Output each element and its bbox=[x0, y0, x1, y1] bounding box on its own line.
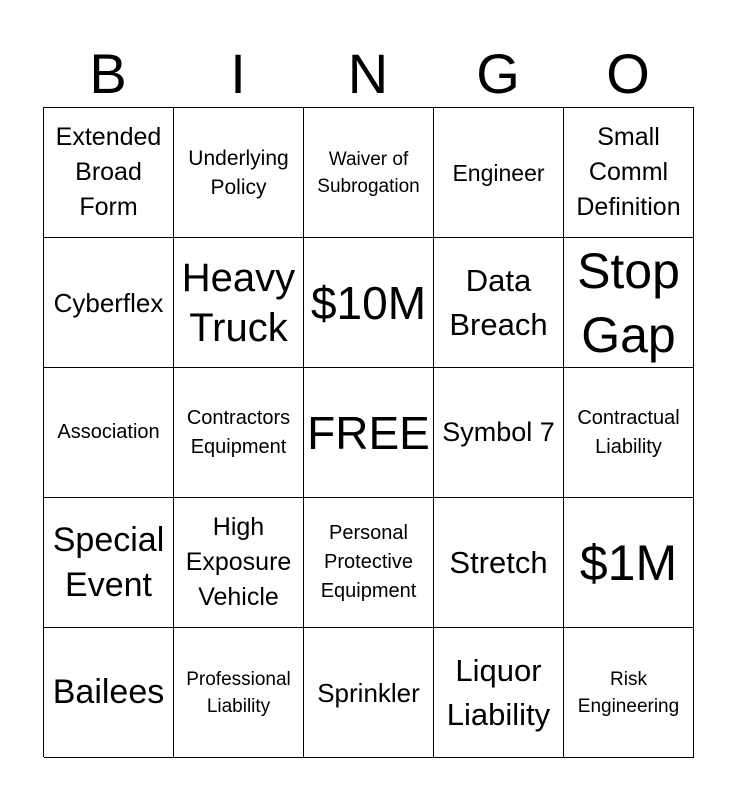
cell-text: Contractual Liability bbox=[577, 406, 680, 458]
header-letter-i: I bbox=[230, 42, 246, 105]
cell-text: Bailees bbox=[52, 673, 165, 711]
cell-text: Cyberflex bbox=[53, 287, 164, 318]
cell-text: Engineer bbox=[452, 159, 545, 186]
bingo-cell[interactable] bbox=[44, 108, 174, 238]
header-letter-n: N bbox=[347, 42, 389, 105]
cell-text: Data Breach bbox=[449, 262, 548, 342]
bingo-cell[interactable] bbox=[564, 498, 694, 628]
bingo-cell[interactable] bbox=[174, 628, 304, 758]
cell-text: Underlying Policy bbox=[188, 146, 289, 199]
cell-text: Heavy Truck bbox=[181, 255, 296, 350]
cell-text: Extended Broad Form bbox=[55, 123, 162, 221]
cell-text: Symbol 7 bbox=[442, 417, 555, 447]
cell-text: Professional Liability bbox=[186, 668, 291, 717]
bingo-cell[interactable] bbox=[44, 628, 174, 758]
header-letter-o: O bbox=[606, 42, 650, 105]
bingo-cell[interactable] bbox=[434, 498, 564, 628]
bingo-cell[interactable] bbox=[304, 498, 434, 628]
bingo-cell[interactable] bbox=[44, 368, 174, 498]
cell-text: Stop Gap bbox=[577, 242, 680, 363]
bingo-cell[interactable] bbox=[564, 368, 694, 498]
bingo-header bbox=[43, 40, 693, 108]
cell-text: $1M bbox=[579, 534, 678, 591]
header-letter-b: B bbox=[89, 42, 127, 105]
bingo-cell[interactable] bbox=[44, 238, 174, 368]
cell-text: Special Event bbox=[52, 520, 165, 604]
cell-text: Association bbox=[57, 421, 160, 443]
bingo-cell[interactable] bbox=[564, 238, 694, 368]
bingo-cell[interactable] bbox=[564, 628, 694, 758]
bingo-cell[interactable] bbox=[434, 238, 564, 368]
bingo-cell[interactable] bbox=[304, 628, 434, 758]
bingo-cell[interactable] bbox=[564, 108, 694, 238]
free-space-cell[interactable] bbox=[304, 368, 434, 498]
bingo-cell[interactable] bbox=[304, 238, 434, 368]
cell-text: Personal Protective Equipment bbox=[320, 522, 417, 602]
cell-text: High Exposure Vehicle bbox=[185, 513, 292, 611]
bingo-cell[interactable] bbox=[434, 368, 564, 498]
cell-text: Contractors Equipment bbox=[186, 406, 291, 458]
cell-text: Stretch bbox=[449, 544, 548, 580]
bingo-cell[interactable] bbox=[174, 108, 304, 238]
cell-text: Liquor Liability bbox=[446, 652, 551, 732]
cell-text: Small Comml Definition bbox=[576, 123, 681, 221]
bingo-cell[interactable] bbox=[174, 498, 304, 628]
cell-text: $10M bbox=[310, 276, 427, 329]
bingo-cell[interactable] bbox=[434, 628, 564, 758]
bingo-cell[interactable] bbox=[44, 498, 174, 628]
free-space-text: FREE bbox=[307, 406, 430, 459]
bingo-cell[interactable] bbox=[434, 108, 564, 238]
bingo-cell[interactable] bbox=[174, 368, 304, 498]
cell-text: Sprinkler bbox=[317, 677, 420, 708]
cell-text: Risk Engineering bbox=[577, 668, 680, 717]
bingo-cell[interactable] bbox=[174, 238, 304, 368]
bingo-cell[interactable] bbox=[304, 108, 434, 238]
bingo-board bbox=[43, 107, 694, 757]
header-letter-g: G bbox=[476, 42, 520, 105]
cell-text: Waiver of Subrogation bbox=[317, 148, 420, 197]
